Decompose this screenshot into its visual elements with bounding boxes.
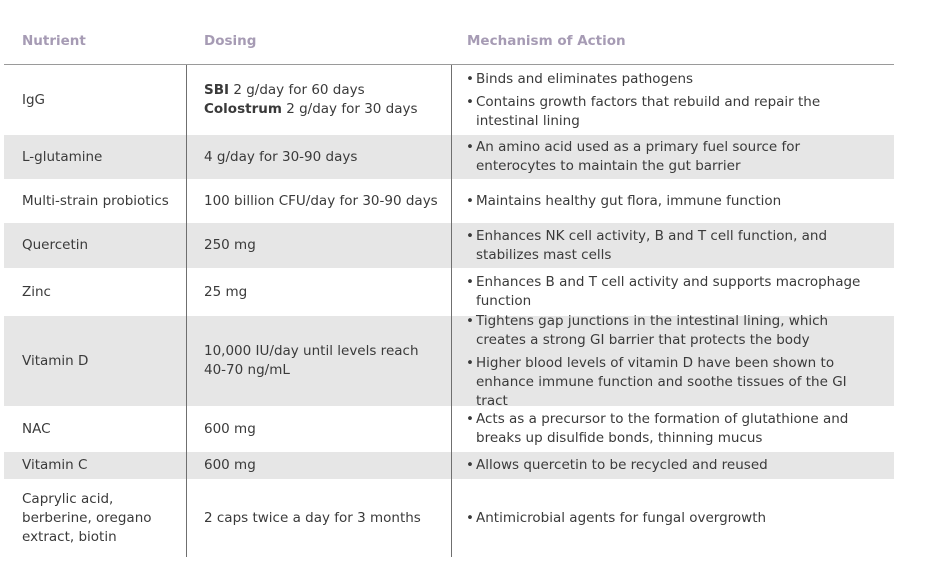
dosing-cell: 2 caps twice a day for 3 months: [204, 509, 421, 526]
mechanism-cell: [466, 312, 876, 411]
table-header: [4, 0, 894, 65]
mechanism-item: Tightens gap junctions in the intestinal lining, which creates a strong GI barrier that protects the body: [476, 312, 829, 348]
mechanism-item: Higher blood levels of vitamin D have been shown to enhance immune function and soothe tissues of the GI tract: [476, 354, 847, 409]
mechanism-item: Antimicrobial agents for fungal overgrowth: [476, 509, 767, 526]
mechanism-cell: [466, 410, 876, 448]
mechanism-item: Enhances NK cell activity, B and T cell function, and stabilizes mast cells: [476, 227, 828, 263]
table-row: [4, 312, 894, 409]
dosing-cell: 10,000 IU/day until levels reach 40-70 ng/mL: [204, 343, 419, 378]
nutrient-table: [4, 0, 894, 557]
dosing-cell: 25 mg: [204, 283, 248, 300]
dosing-product: SBI: [204, 82, 230, 98]
mechanism-item: Allows quercetin to be recycled and reused: [476, 457, 768, 473]
table-row: [4, 223, 894, 268]
dosing-cell: 4 g/day for 30-90 days: [204, 148, 358, 165]
mechanism-item: Maintains healthy gut flora, immune function: [476, 192, 782, 209]
table-row: [4, 135, 894, 179]
bullet-icon: •: [466, 139, 474, 155]
bullet-icon: •: [466, 411, 474, 427]
table-row: [4, 452, 894, 479]
bullet-icon: •: [466, 192, 474, 209]
mechanism-cell: [466, 456, 876, 475]
nutrient-cell: Quercetin: [22, 237, 89, 253]
table-row: [4, 268, 894, 316]
bullet-icon: •: [466, 93, 474, 110]
bullet-icon: •: [466, 312, 474, 329]
nutrient-cell: Caprylic acid, berberine, oregano extract, biotin: [22, 490, 152, 545]
mechanism-cell: [466, 138, 876, 176]
dosing-cell: 100 billion CFU/day for 30-90 days: [204, 192, 438, 209]
nutrient-cell: L-glutamine: [22, 148, 103, 165]
header-dosing: Dosing: [204, 33, 257, 49]
bullet-icon: •: [466, 70, 474, 87]
mechanism-item: Enhances B and T cell activity and supports macrophage function: [476, 274, 861, 309]
bullet-icon: •: [466, 227, 474, 244]
bullet-icon: •: [466, 457, 474, 473]
nutrient-cell: Zinc: [22, 283, 51, 300]
nutrient-cell: Vitamin C: [22, 457, 88, 473]
mechanism-cell: [466, 273, 876, 311]
dosing-cell: 600 mg: [204, 420, 256, 437]
table-row: [4, 406, 894, 452]
nutrient-cell: IgG: [22, 91, 46, 108]
dosing-cell: [204, 81, 418, 119]
table-row: [4, 479, 894, 557]
mechanism-item: Binds and eliminates pathogens: [476, 70, 694, 87]
bullet-icon: •: [466, 274, 474, 290]
mechanism-cell: [466, 192, 876, 211]
dosing-text: 2 g/day for 60 days: [229, 82, 365, 98]
header-mechanism: Mechanism of Action: [467, 33, 626, 49]
mechanism-item: An amino acid used as a primary fuel source for enterocytes to maintain the gut barrier: [476, 139, 801, 174]
mechanism-cell: [466, 227, 876, 265]
nutrient-cell: Vitamin D: [22, 352, 89, 369]
bullet-icon: •: [466, 509, 474, 526]
dosing-cell: 250 mg: [204, 237, 256, 253]
dosing-cell: 600 mg: [204, 457, 256, 473]
mechanism-item: Acts as a precursor to the formation of glutathione and breaks up disulfide bonds, thinning mucus: [476, 411, 849, 446]
dosing-product: Colostrum: [204, 101, 282, 117]
mechanism-cell: [466, 509, 876, 528]
header-nutrient: Nutrient: [22, 33, 86, 49]
dosing-text: 2 g/day for 30 days: [281, 101, 418, 117]
mechanism-item: Contains growth factors that rebuild and repair the intestinal lining: [476, 93, 821, 129]
table-row: [4, 65, 894, 135]
bullet-icon: •: [466, 354, 474, 371]
table-row: [4, 179, 894, 223]
mechanism-cell: [466, 70, 876, 131]
nutrient-cell: Multi-strain probiotics: [22, 192, 169, 209]
nutrient-cell: NAC: [22, 420, 51, 437]
